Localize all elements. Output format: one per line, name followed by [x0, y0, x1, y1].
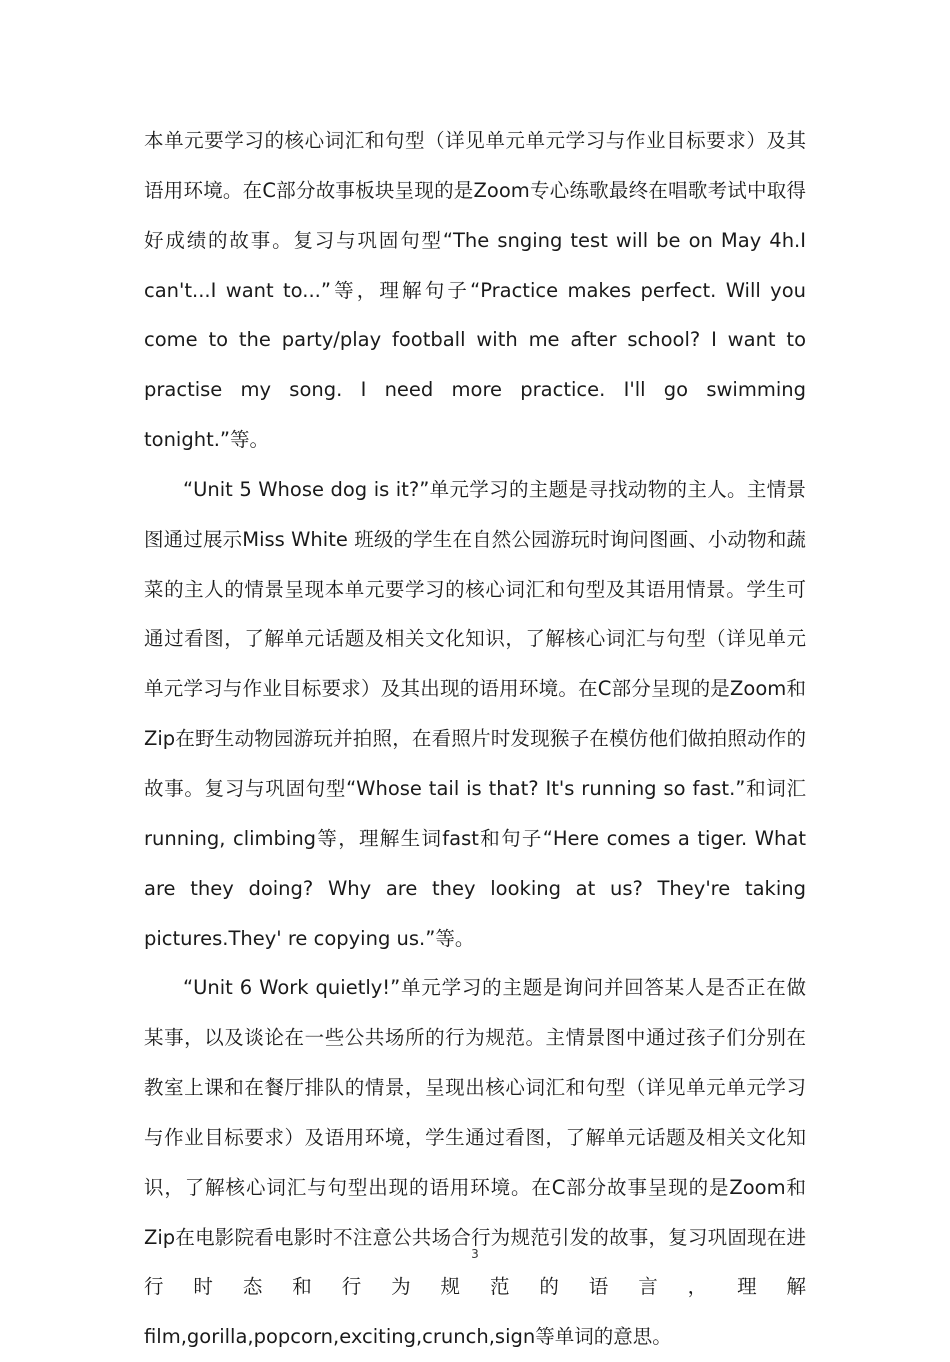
paragraph-unit6: “Unit 6 Work quietly!”单元学习的主题是询问并回答某人是否正在做某事，以及谈论在一些公共场所的行为规范。主情景图中通过孩子们分别在教室上课和在餐厅排队的情景，呈现出核心词汇和句型（详见单元单元学习与作业目标要求）及语用环境，学生通过看图，了解单元话题及相关文化知识，了解核心词汇与句型出现的语用环境。在C部分故事呈现的是Zoom和Zip在电影院看电影时不注意公共场合行为规范引发的故事，复习巩固现在进行时态和行为规范的语言，理解film,gorilla,popcorn,exciting,crunch,sign等单词的意思。 — [144, 976, 806, 1349]
paragraph-unit5: “Unit 5 Whose dog is it?”单元学习的主题是寻找动物的主人。主情景图通过展示Miss White 班级的学生在自然公园游玩时询问图画、小动物和蔬菜的主人的情景呈现本单元要学习的核心词汇和句型及其语用情景。学生可通过看图，了解单元话题及相关文化知识，了解核心词汇与句型（详见单元单元学习与作业目标要求）及其出现的语用环境。在C部分呈现的是Zoom和Zip在野生动物园游玩并拍照，在看照片时发现猴子在模仿他们做拍照动作的故事。复习与巩固句型“Whose tail is that? It's running so fast.”和词汇running, climbing等，理解生词fast和句子“Here comes a tiger. What are they doing? Why are they looking at us? They're taking pictures.They' re copying us.”等。 — [144, 477, 806, 950]
paragraph-unit4-continued: 本单元要学习的核心词汇和句型（详见单元单元学习与作业目标要求）及其语用环境。在C部分故事板块呈现的是Zoom专心练歌最终在唱歌考试中取得好成绩的故事。复习与巩固句型“The snging test will be on May 4h.I can't...I want to...”等，理解句子“Practice makes perfect. Will you come to the party/play football with me after school? I want to practise my song. I need more practice. I'll go swimming tonight.”等。 — [144, 129, 806, 452]
page-number: 3 — [471, 1247, 479, 1261]
document-body — [144, 116, 806, 1362]
